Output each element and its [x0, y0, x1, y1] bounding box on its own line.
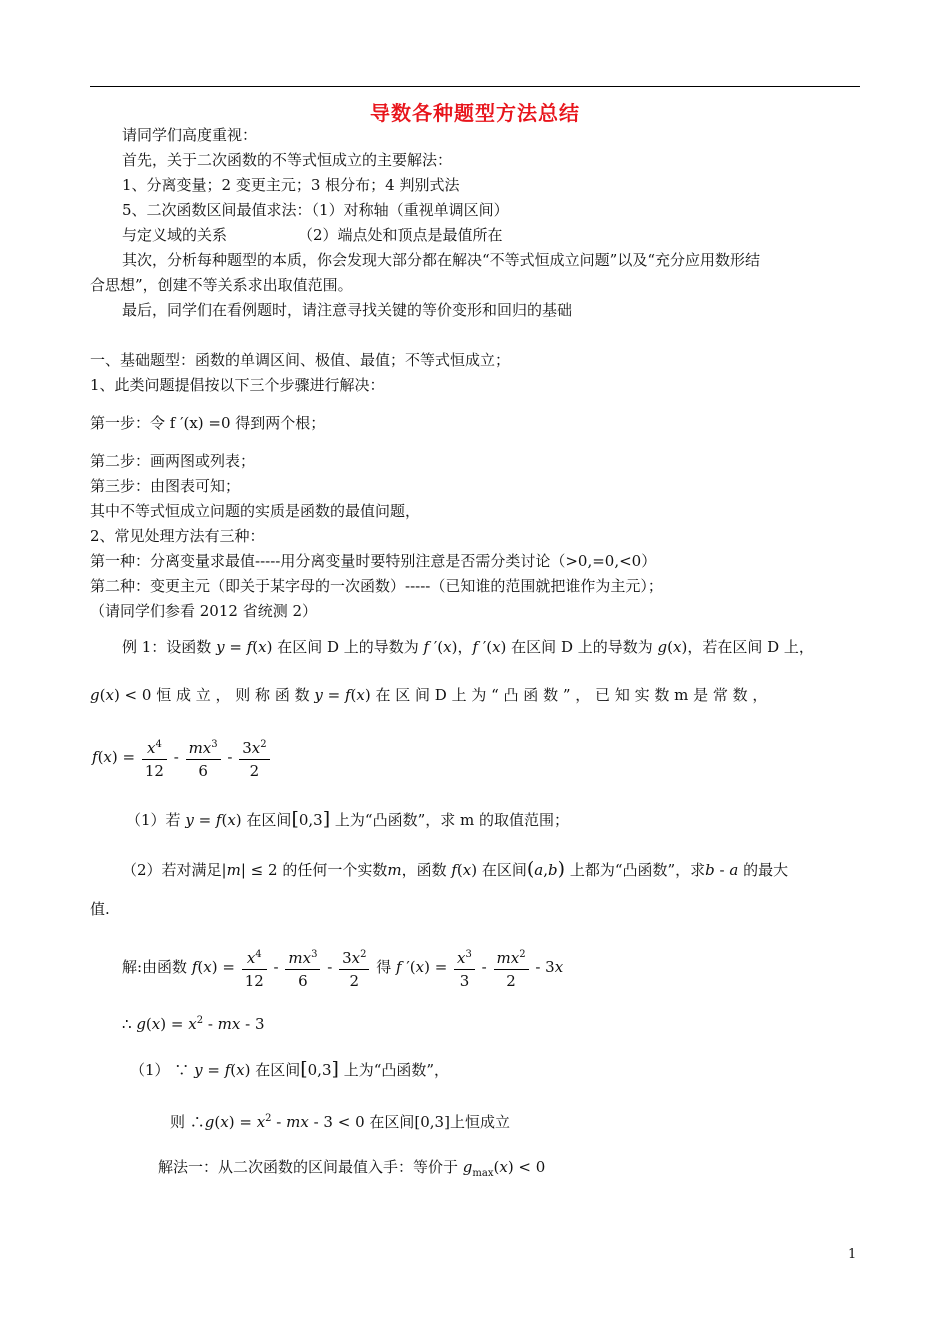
intro-line-4: 5、二次函数区间最值求法：（1）对称轴（重视单调区间） [122, 201, 509, 219]
step-2: 第二步：画两图或列表； [90, 452, 256, 470]
method-1: 第一种：分离变量求最值-----用分离变量时要特别注意是否需分类讨论（>0,=0,<0） [90, 552, 657, 570]
page-number: 1 [848, 1247, 857, 1262]
solution-derivative: 解:由函数 f(x) = $\frac{x^4}{12}$ - $\frac{mx^3}{6}$ - $\frac{3x^2}{2}$ 得 f ′(x) = $\frac{x^3}{3}$ - $\frac{mx^2}{2}$ - 3x [122, 944, 563, 992]
intro-line-3: 1、分离变量；2 变更主元；3 根分布；4 判别式法 [122, 176, 460, 194]
essence-note: 其中不等式恒成立问题的实质是函数的最值问题， [90, 502, 421, 520]
question-2-end: 值. [90, 900, 110, 918]
solution-method-1: 解法一：从二次函数的区间最值入手：等价于 $g_{max}(x) < 0$ [158, 1158, 546, 1179]
steps-intro: 1、此类问题提倡按以下三个步骤进行解决： [90, 376, 385, 394]
method-2: 第二种：变更主元（即关于某字母的一次函数）-----（已知谁的范围就把谁作为主元）； [90, 577, 663, 595]
function-definition: f(x) = $\frac{x^4}{12}$ - $\frac{mx^3}{6}$ - $\frac{3x^2}{2}$ [92, 734, 272, 782]
intro-line-6: 其次，分析每种题型的本质，你会发现大部分都在解决“不等式恒成立问题”以及“充分应用数形结 [122, 251, 761, 269]
intro-line-2: 首先，关于二次函数的不等式恒成立的主要解法： [122, 151, 453, 169]
question-1: （1）若 y = f(x) 在区间[0,3] 上为“凸函数”，求 m 的取值范围； [126, 808, 570, 830]
solution-inequality: 则 ∴g(x) = $x^2$ - mx - 3 < 0 在区间[0,3]上恒成立 [170, 1113, 510, 1131]
step-3: 第三步：由图表可知； [90, 477, 241, 495]
question-2: （2）若对满足|m| ≤ 2 的任何一个实数m，函数 f(x) 在区间(a,b) 上都为“凸函数”，求b - a 的最大 [122, 858, 789, 880]
solution-part-1: （1） ∵ y = f(x) 在区间[0,3] 上为“凸函数”， [130, 1058, 450, 1080]
page-title: 导数各种题型方法总结 [370, 101, 580, 125]
intro-line-1: 请同学们高度重视： [122, 126, 258, 144]
intro-line-5a: 与定义域的关系 [122, 226, 228, 244]
reference-note: （请同学们参看 2012 省统测 2） [90, 602, 318, 620]
intro-line-8: 最后，同学们在看例题时，请注意寻找关键的等价变形和回归的基础 [122, 301, 573, 319]
header-rule [90, 86, 860, 87]
example-line-2: g(x) < 0 恒 成 立 ， 则 称 函 数 y = f(x) 在 区 间 D 上 为 “ 凸 函 数 ” ， 已 知 实 数 m 是 常 数 ， [90, 686, 768, 704]
intro-line-5b: （2）端点处和顶点是最值所在 [298, 226, 503, 244]
methods-intro: 2、常见处理方法有三种： [90, 527, 265, 545]
example-line-1: 例 1：设函数 y = f(x) 在区间 D 上的导数为 f ′(x)，f ′(x) 在区间 D 上的导数为 g(x)，若在区间 D 上， [122, 638, 814, 656]
step-1: 第一步：令 f ′(x) =0 得到两个根； [90, 414, 326, 432]
intro-line-7: 合思想”，创建不等关系求出取值范围。 [90, 276, 353, 294]
solution-g: ∴ $g(x) = x^2$ - mx - 3 [122, 1015, 265, 1033]
section-heading: 一、基础题型：函数的单调区间、极值、最值；不等式恒成立； [90, 351, 511, 369]
